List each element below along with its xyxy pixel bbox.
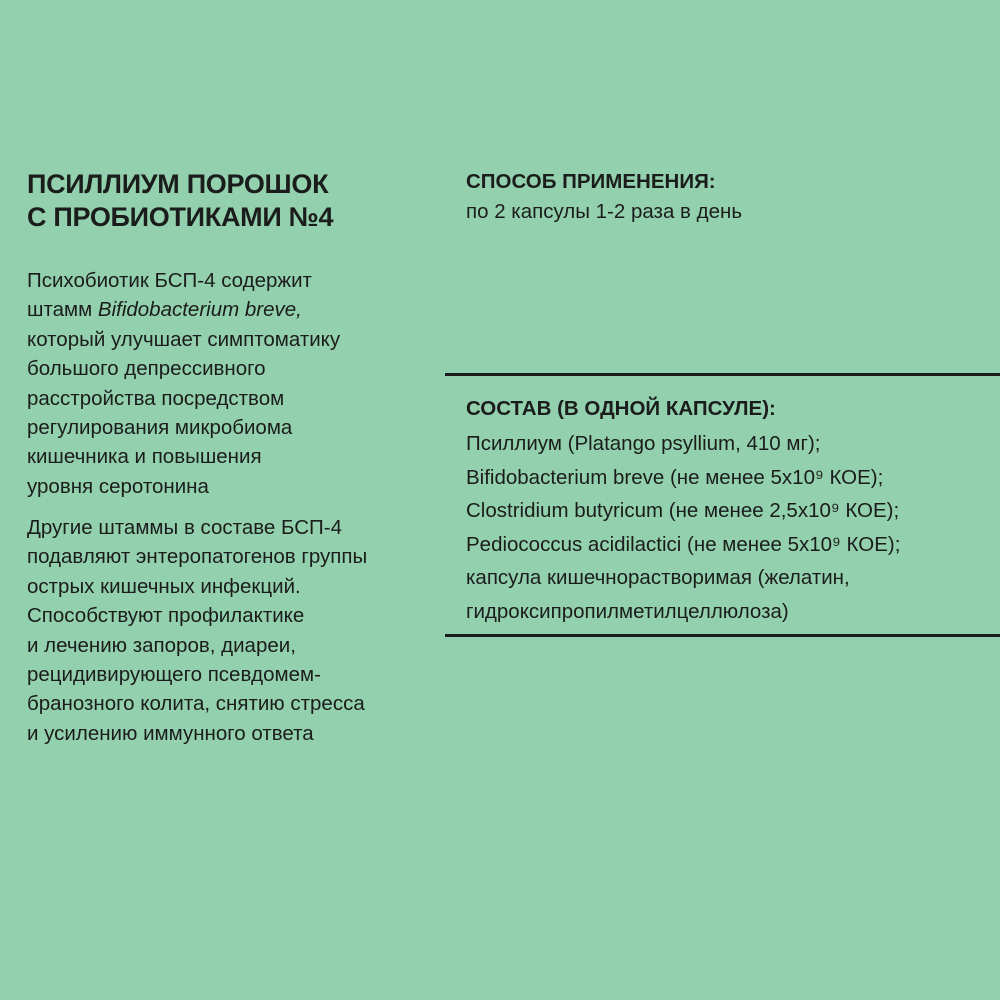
product-title — [27, 168, 333, 234]
composition-item: капсула кишечнорастворимая (желатин, — [466, 566, 850, 589]
text-line: кишечника и повышения — [27, 445, 262, 469]
title-line: С ПРОБИОТИКАМИ №4 — [27, 202, 334, 232]
composition-item: Clostridium butyricum (не менее 2,5х10⁹ КОЕ); — [466, 499, 900, 522]
composition-list — [466, 427, 900, 628]
text-line: подавляют энтеропатогенов группы — [27, 545, 368, 569]
divider — [445, 373, 1000, 376]
composition-item: Псиллиум (Platango psyllium, 410 мг); — [466, 432, 821, 455]
text-line: Способствуют профилактике — [27, 604, 305, 628]
usage-text: по 2 капсулы 1-2 раза в день — [466, 200, 742, 223]
text-span: штамм — [27, 298, 98, 322]
text-line: большого депрессивного — [27, 357, 266, 381]
text-line: и усилению иммунного ответа — [27, 721, 314, 745]
usage-heading: СПОСОБ ПРИМЕНЕНИЯ: — [466, 170, 716, 193]
divider — [445, 634, 1000, 637]
strain-name: Bifidobacterium breve, — [97, 298, 302, 322]
text-line: уровня серотонина — [27, 474, 209, 498]
text-line: Другие штаммы в составе БСП-4 — [27, 516, 342, 539]
text-line: острых кишечных инфекций. — [27, 574, 301, 598]
text-line: рецидивирующего псевдомем- — [27, 663, 321, 687]
text-line: бранозного колита, снятию стресса — [27, 692, 365, 716]
composition-heading: СОСТАВ (В ОДНОЙ КАПСУЛЕ): — [466, 397, 776, 420]
composition-item: гидроксипропилметилцеллюлоза) — [466, 599, 789, 623]
text-line: Психобиотик БСП-4 содержит — [27, 269, 312, 292]
text-line: и лечению запоров, диареи, — [27, 633, 296, 657]
text-line: который улучшает симптоматику — [27, 327, 341, 351]
composition-item: Pediococcus acidilactici (не менее 5х10⁹ КОЕ); — [466, 532, 901, 556]
text-line — [27, 295, 340, 324]
text-line: расстройства посредством — [27, 386, 285, 410]
composition-item: Bifidobacterium breve (не менее 5х10⁹ КОЕ); — [466, 465, 884, 489]
title-line: ПСИЛЛИУМ ПОРОШОК — [27, 169, 329, 199]
text-line: регулирования микробиома — [27, 416, 293, 440]
description-paragraph-1 — [27, 266, 340, 501]
description-paragraph-2 — [27, 513, 367, 748]
